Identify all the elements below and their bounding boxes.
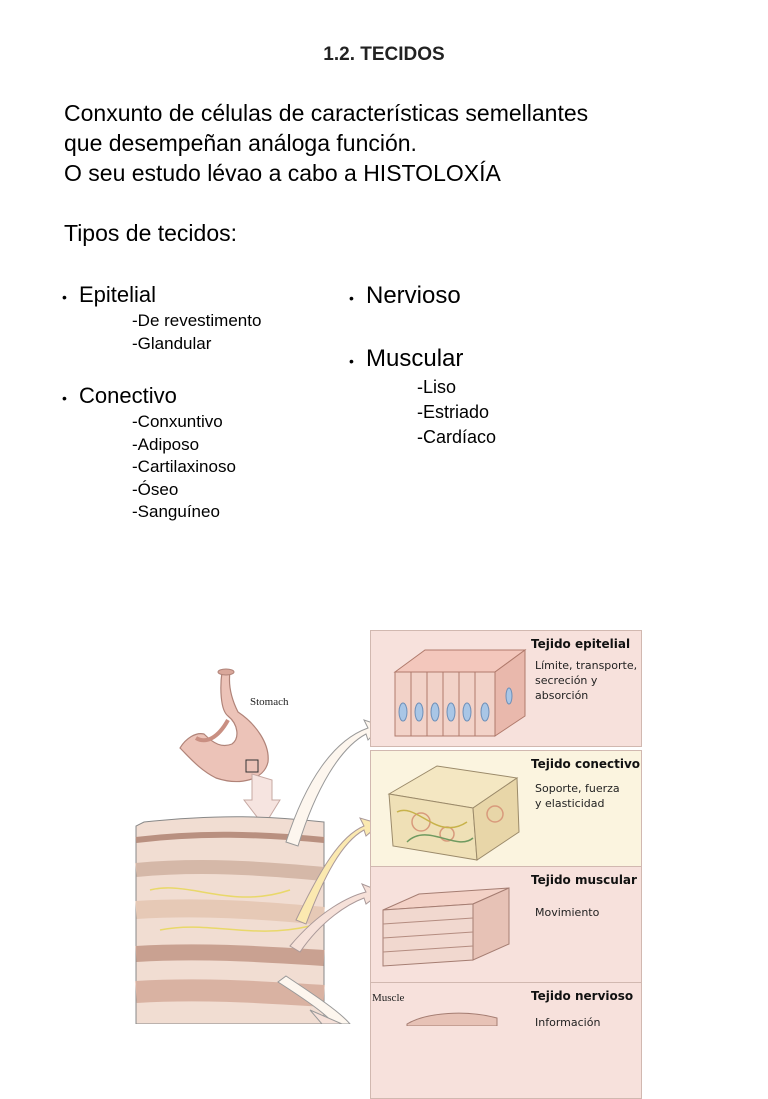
tissue-name: Conectivo — [79, 383, 177, 408]
panel-title: Tejido conectivo — [531, 757, 641, 771]
tissue-group-muscular — [349, 345, 496, 450]
tissue-group-epitelial — [62, 282, 261, 355]
muscle-fibers-icon — [377, 868, 527, 981]
subtype-item: -Óseo — [132, 479, 179, 499]
panel-nervous — [370, 982, 642, 1099]
subtype-list — [132, 411, 261, 524]
bullet-icon: • — [62, 289, 67, 305]
tissue-group-nervioso — [349, 282, 496, 312]
types-heading: Tipos de tecidos: — [64, 220, 238, 246]
tissue-name: Nervioso — [366, 282, 461, 309]
panel-epithelial — [370, 630, 642, 747]
tissue-group-conectivo — [62, 383, 261, 524]
bullet-icon: • — [349, 290, 354, 306]
panel-description: Límite, transporte, secreción y absorción — [535, 659, 638, 702]
bullet-icon: • — [349, 353, 354, 369]
intro-line-2: que desempeñan análoga función. — [64, 130, 417, 156]
panel-description: Movimiento — [535, 906, 600, 919]
tissue-list-right — [349, 282, 496, 450]
panel-title: Tejido muscular — [531, 873, 637, 887]
subtype-item: -Cartilaxinoso — [132, 457, 236, 476]
stomach-label: Stomach — [250, 696, 289, 708]
subtype-item: -De revestimento — [132, 311, 262, 330]
subtype-list — [132, 310, 261, 355]
tissue-name: Epitelial — [79, 282, 157, 307]
muscle-label: Muscle — [372, 992, 405, 1004]
panel-description: Soporte, fuerza y elasticidad — [535, 782, 620, 810]
tissue-name: Muscular — [366, 345, 464, 372]
subtype-list — [417, 375, 496, 450]
panel-title: Tejido nervioso — [531, 989, 634, 1003]
intro-line-1: Conxunto de células de características semellantes — [64, 100, 589, 126]
bullet-icon: • — [62, 390, 67, 406]
tissue-figure — [110, 620, 650, 1029]
subtype-item: -Cardíaco — [417, 427, 497, 447]
subtype-item: -Glandular — [132, 333, 212, 353]
subtype-item: -Conxuntivo — [132, 412, 223, 431]
epithelial-cells-icon — [377, 632, 527, 745]
intro-line-3: O seu estudo lévao a cabo a HISTOLOXÍA — [64, 160, 501, 186]
subtype-item: -Estriado — [417, 402, 490, 422]
subtype-item: -Sanguíneo — [132, 502, 220, 521]
tissue-list-left — [62, 282, 261, 524]
panel-description: Información — [535, 1016, 601, 1029]
subtype-item: -Adiposo — [132, 434, 200, 454]
nerve-tissue-icon — [377, 984, 527, 1026]
intro-paragraph — [64, 98, 676, 188]
subtype-item: -Liso — [417, 377, 457, 397]
connective-tissue-icon — [377, 752, 527, 865]
panel-connective — [370, 750, 642, 867]
stomach-illustration — [180, 669, 268, 781]
page-title: 1.2. TECIDOS — [323, 44, 445, 65]
panel-muscle — [370, 866, 642, 983]
panel-title: Tejido epitelial — [531, 637, 631, 651]
